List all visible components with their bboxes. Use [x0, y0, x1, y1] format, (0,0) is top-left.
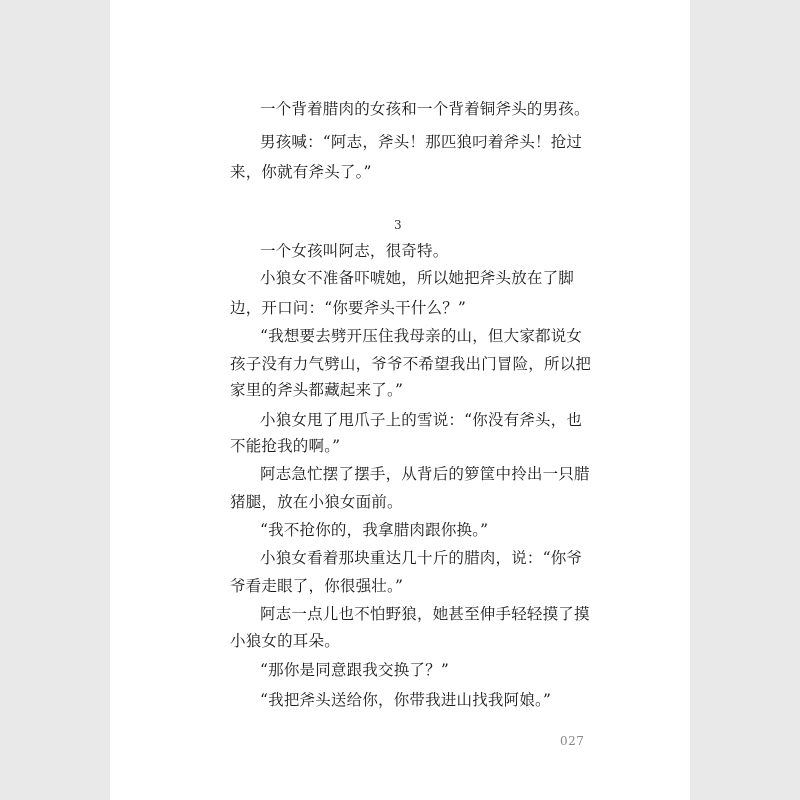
text-line: 一个女孩叫阿志，很奇特。 — [260, 242, 449, 260]
text-line: 爷看走眼了，你很强壮。” — [230, 577, 404, 595]
text-line: “那你是同意跟我交换了？” — [260, 661, 449, 679]
text-line: “我不抢你的，我拿腊肉跟你换。” — [260, 521, 489, 539]
text-line: “我把斧头送给你，你带我进山找我阿娘。” — [260, 691, 552, 709]
text-line: 阿志一点儿也不怕野狼，她甚至伸手轻轻摸了摸 — [260, 605, 590, 623]
text-line: 小狼女甩了甩爪子上的雪说：“你没有斧头，也 — [260, 411, 583, 429]
book-page — [110, 0, 690, 800]
text-line: 男孩喊：“阿志，斧头！那匹狼叼着斧头！抢过 — [260, 133, 583, 151]
page-number: 027 — [560, 734, 585, 748]
text-line: 不能抢我的啊。” — [230, 437, 341, 455]
text-line: 阿志急忙摆了摆手，从背后的箩筐中拎出一只腊 — [260, 465, 590, 483]
text-line: 来，你就有斧头了。” — [230, 163, 372, 181]
text-line: 孩子没有力气劈山，爷爷不希望我出门冒险，所以把 — [230, 355, 592, 373]
text-line: 家里的斧头都藏起来了。” — [230, 381, 404, 399]
text-line: 一个背着腊肉的女孩和一个背着铜斧头的男孩。 — [260, 100, 590, 118]
text-line: 小狼女看着那块重达几十斤的腊肉，说：“你爷 — [260, 549, 583, 567]
text-line: 猪腿，放在小狼女面前。 — [230, 493, 403, 511]
text-line: 小狼女的耳朵。 — [230, 632, 340, 650]
text-line: 小狼女不准备吓唬她，所以她把斧头放在了脚 — [260, 269, 575, 287]
section-number: 3 — [394, 218, 402, 232]
text-line: “我想要去劈开压住我母亲的山，但大家都说女 — [260, 327, 583, 345]
text-line: 边，开口问：“你要斧头干什么？” — [230, 299, 467, 317]
